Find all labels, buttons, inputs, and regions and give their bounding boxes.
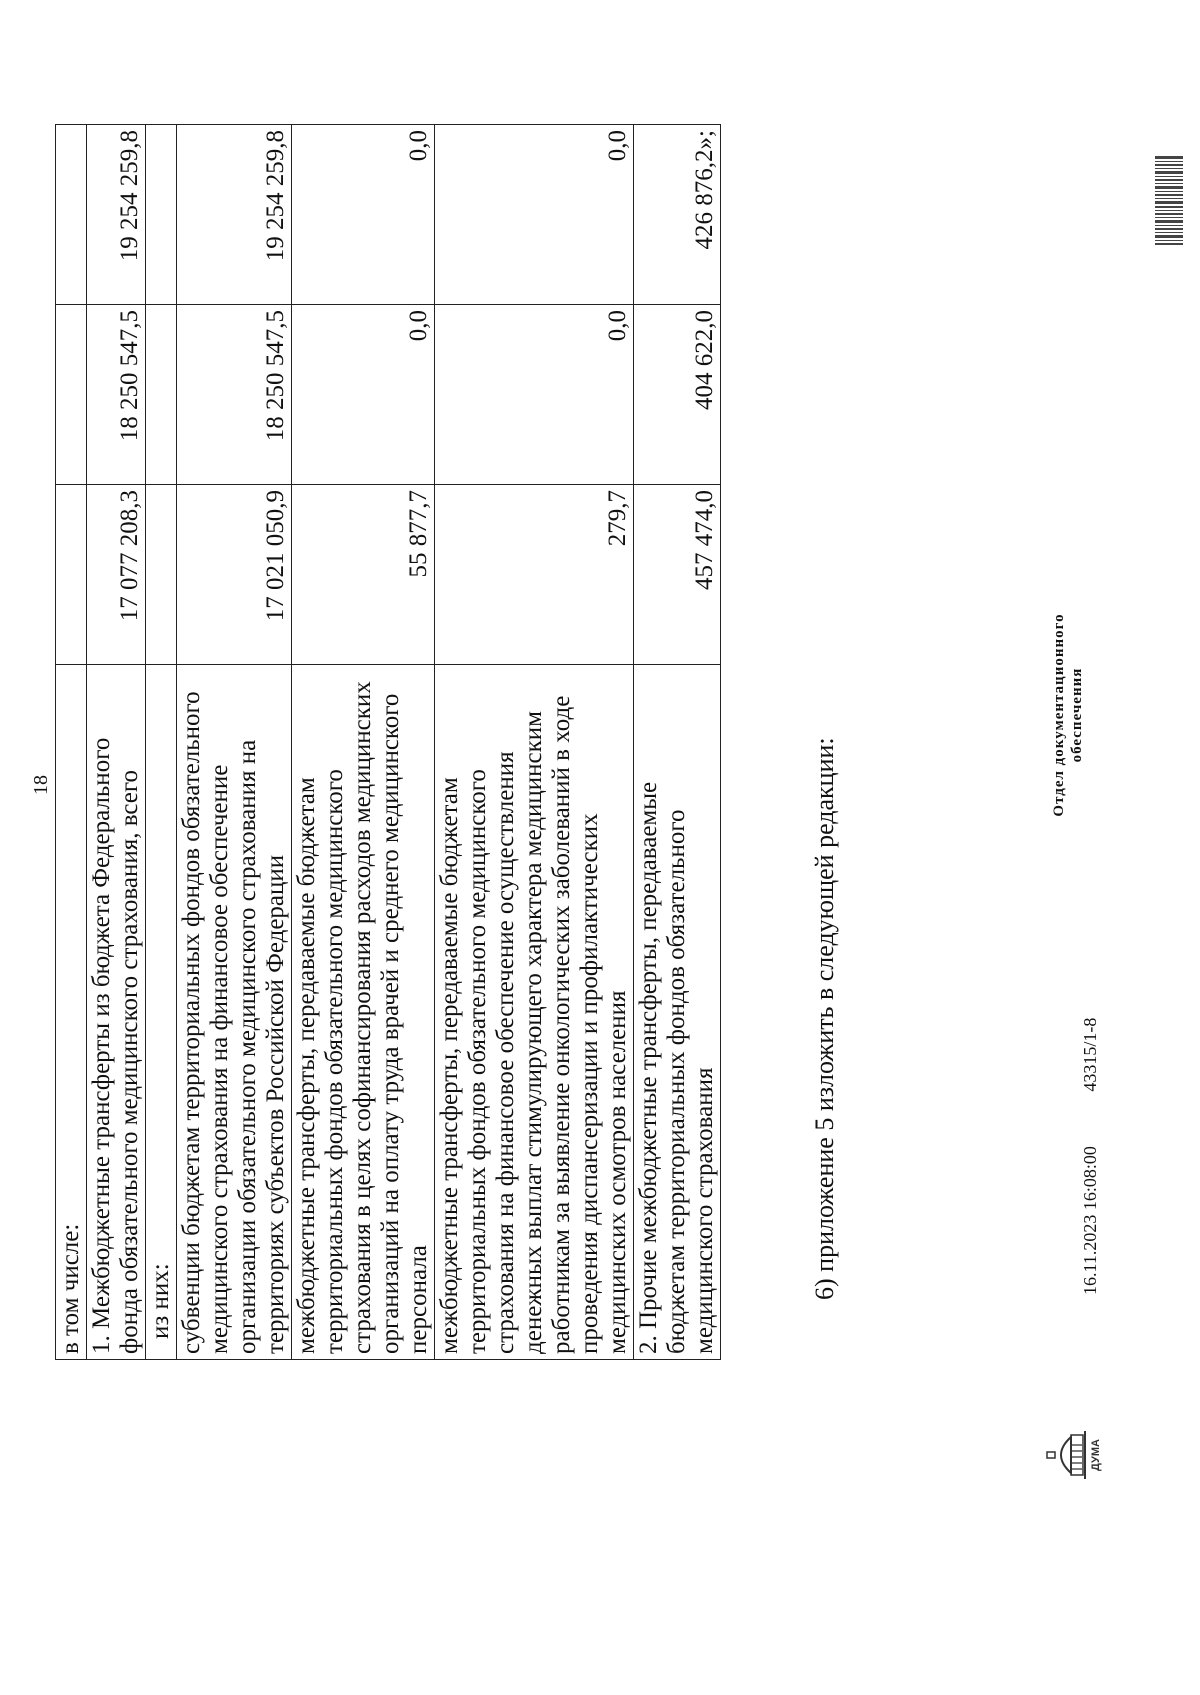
department-stamp [1050, 565, 1086, 865]
value-cell: 457 474,0 [634, 485, 721, 665]
value-cell: 18 250 547,5 [177, 305, 292, 485]
value-cell: 0,0 [435, 125, 634, 305]
value-cell: 0,0 [292, 125, 435, 305]
table-row [87, 125, 146, 1360]
emblem-label: ДУМА [1090, 1439, 1102, 1471]
row-label: в том числе: [56, 665, 87, 1360]
value-cell [146, 125, 177, 305]
value-cell: 0,0 [435, 305, 634, 485]
row-label: межбюджетные трансферты, передаваемые бюджетам территориальных фондов обязательного медицинского страхования на финансовое обеспечение осуществления денежных выплат стимулирующего характера медицинским работникам за выявление онкологических заболеваний в ходе проведения диспансеризации и профилактических медицинских осмотров населения [435, 665, 634, 1360]
value-cell: 17 077 208,3 [87, 485, 146, 665]
table-row [177, 125, 292, 1360]
value-cell: 55 877,7 [292, 485, 435, 665]
transfers-table [55, 124, 721, 1360]
value-cell [146, 485, 177, 665]
duma-emblem-icon [1045, 1425, 1103, 1485]
value-cell: 426 876,2»; [634, 125, 721, 305]
footer [1080, 1018, 1101, 1295]
row-label: межбюджетные трансферты, передаваемые бюджетам территориальных фондов обязательного медицинского страхования в целях софинансирования расходов медицинских организаций на оплату труда врачей и среднего медицинского персонала [292, 665, 435, 1360]
footer-date: 16.11.2023 16:08:00 [1080, 1146, 1100, 1295]
value-cell [56, 305, 87, 485]
barcode-icon [1155, 155, 1183, 245]
value-cell: 19 254 259,8 [87, 125, 146, 305]
table-row [634, 125, 721, 1360]
table-row [146, 125, 177, 1360]
value-cell: 0,0 [292, 305, 435, 485]
value-cell: 19 254 259,8 [177, 125, 292, 305]
value-cell [56, 485, 87, 665]
value-cell: 18 250 547,5 [87, 305, 146, 485]
value-cell [146, 305, 177, 485]
row-label: 1. Межбюджетные трансферты из бюджета Федерального фонда обязательного медицинского страхования, всего [87, 665, 146, 1360]
stamp-line-2: обеспечения [1069, 667, 1085, 763]
value-cell [56, 125, 87, 305]
amendment-text: 6) приложение 5 изложить в следующей редакции: [810, 737, 839, 1300]
stamp-line-1: Отдел документационного [1051, 613, 1067, 817]
value-cell: 17 021 050,9 [177, 485, 292, 665]
table-row [435, 125, 634, 1360]
row-label: из них: [146, 665, 177, 1360]
page-number: 18 [30, 775, 52, 795]
row-label: 2. Прочие межбюджетные трансферты, передаваемые бюджетам территориальных фондов обязательного медицинского страхования [634, 665, 721, 1360]
table-row [292, 125, 435, 1360]
table-row [56, 125, 87, 1360]
row-label: субвенции бюджетам территориальных фондов обязательного медицинского страхования на финансовое обеспечение организации обязательного медицинского страхования на территориях субъектов Российской Федерации [177, 665, 292, 1360]
value-cell: 279,7 [435, 485, 634, 665]
footer-doc-id: 43315/1-8 [1080, 1017, 1100, 1092]
value-cell: 404 622,0 [634, 305, 721, 485]
